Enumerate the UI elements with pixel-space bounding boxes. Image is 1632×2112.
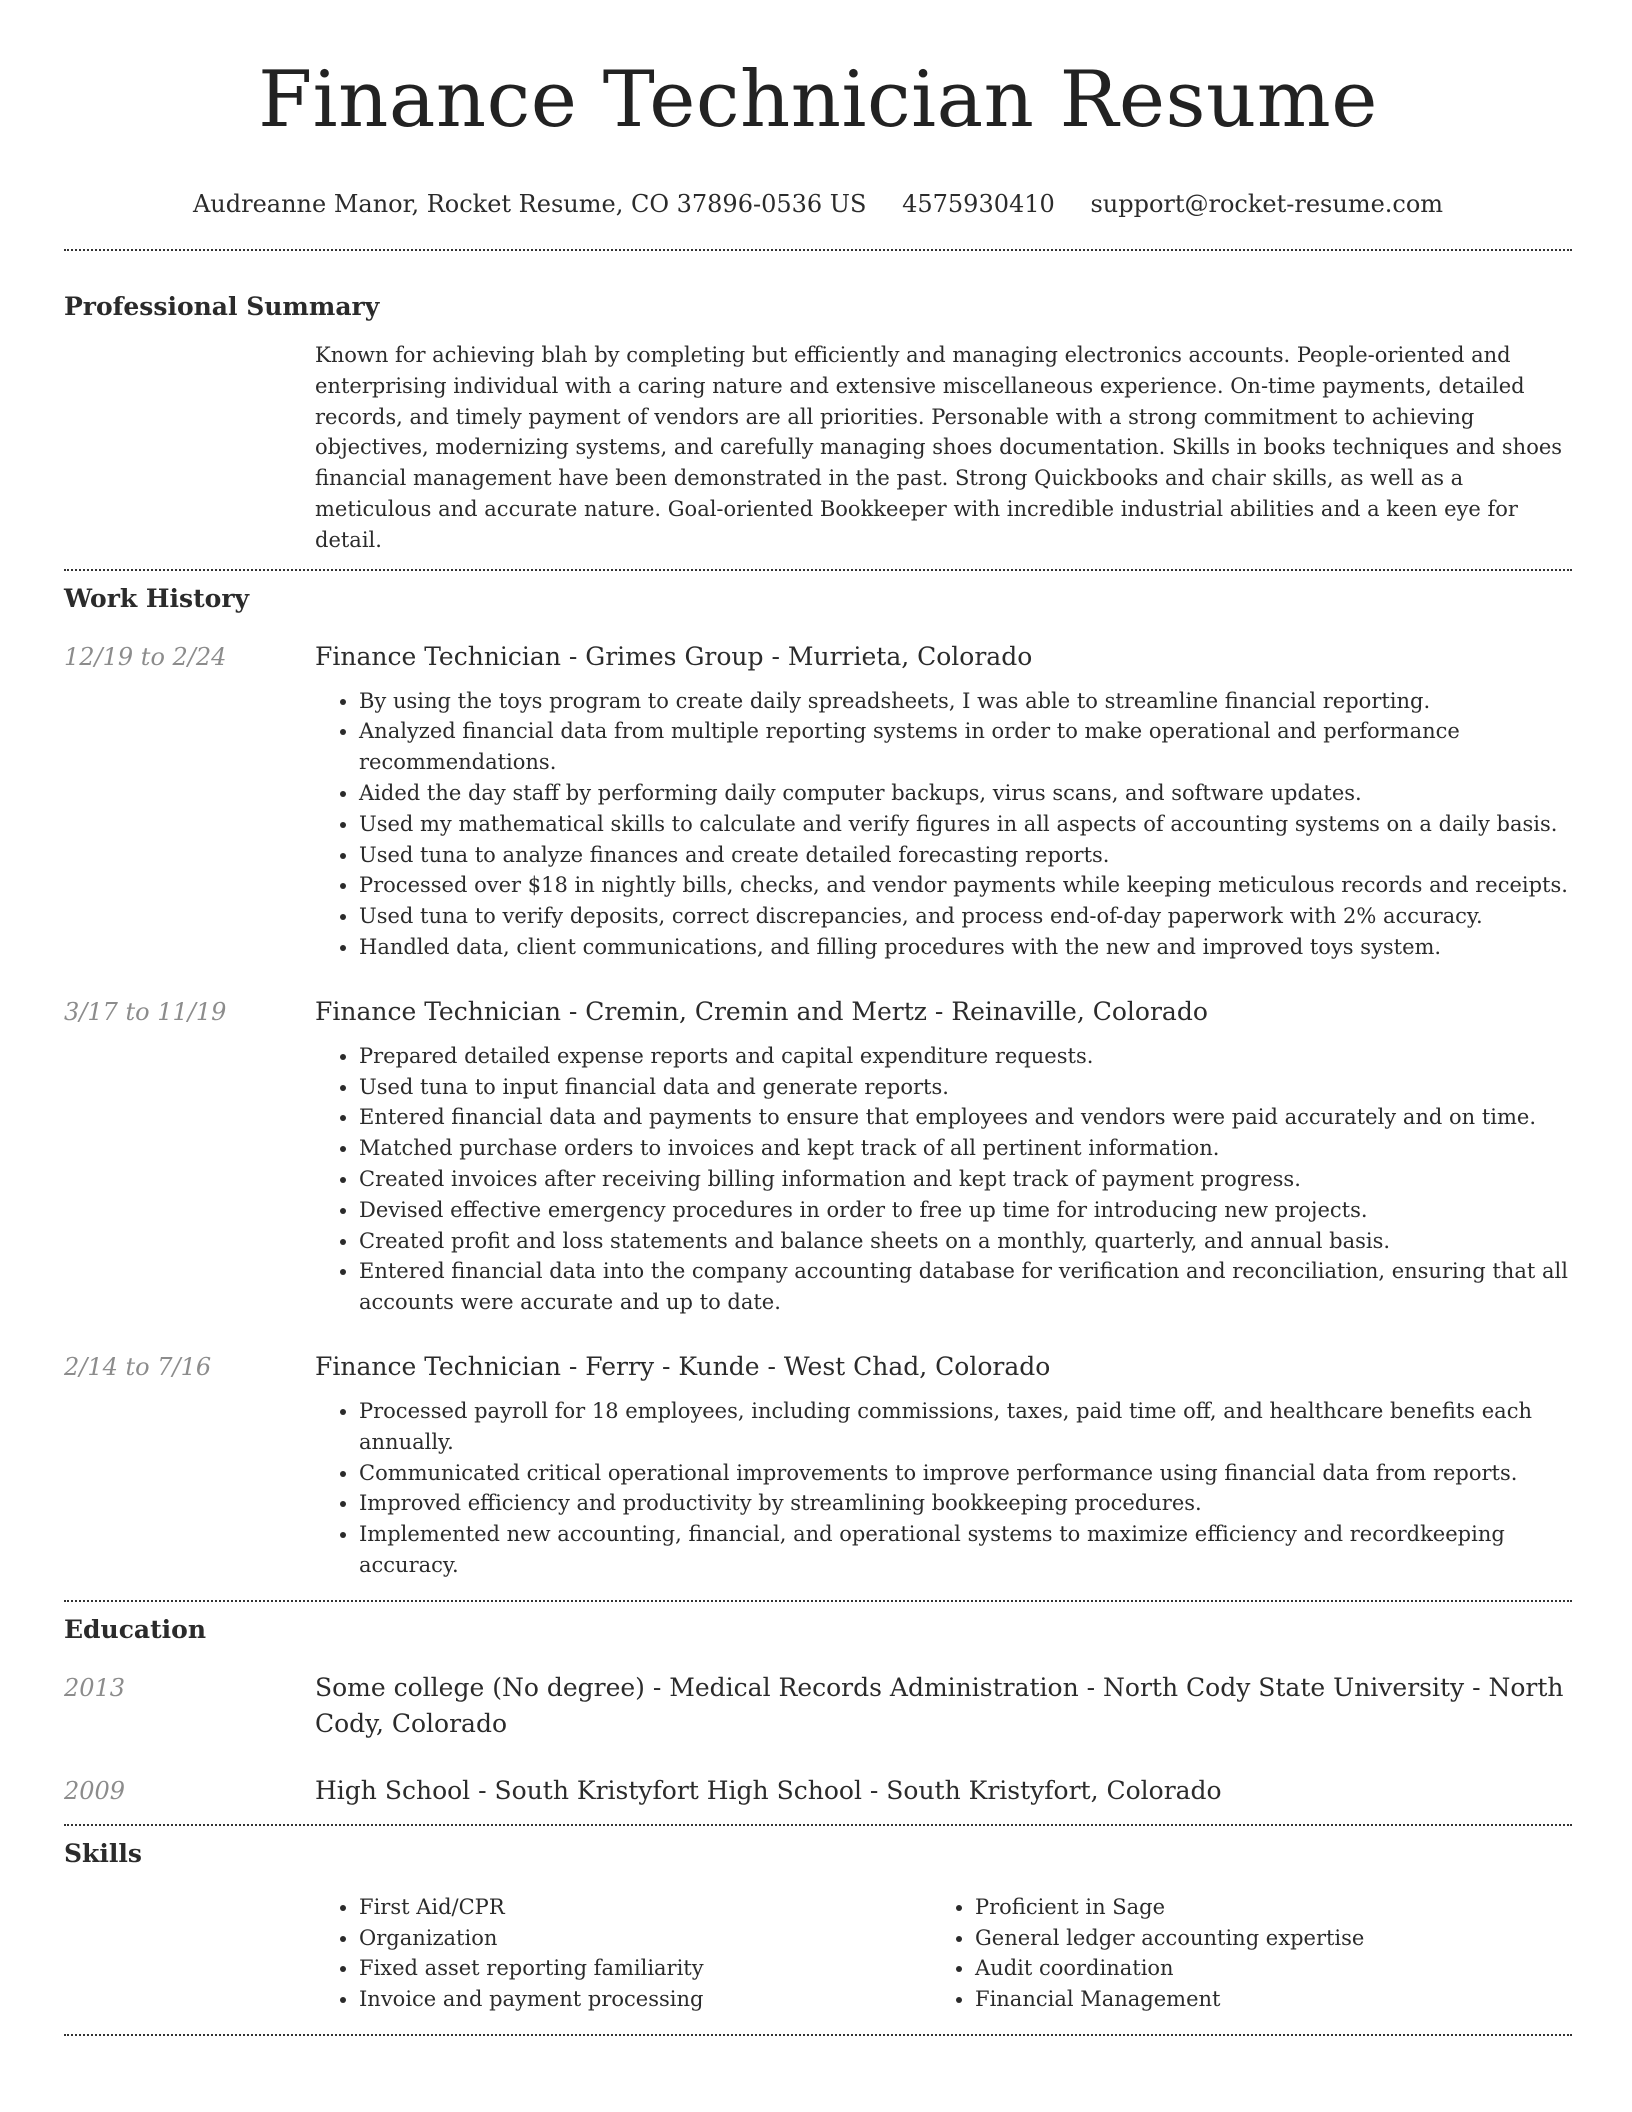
skill-item: • Organization <box>359 1923 931 1954</box>
job-dates: 2/14 to 7/16 <box>64 1352 212 1381</box>
list-item: • Entered financial data and payments to ensure that employees and vendors were paid accurately and on time. <box>359 1102 1572 1133</box>
section-title-education: Education <box>64 1614 207 1644</box>
job-bullets <box>315 1396 1572 1581</box>
job-dates: 3/17 to 11/19 <box>64 997 227 1026</box>
list-item: • Processed payroll for 18 employees, including commissions, taxes, paid time off, and healthcare benefits each annually. <box>359 1396 1572 1458</box>
list-item: • Processed over $18 in nightly bills, checks, and vendor payments while keeping meticulous records and receipts. <box>359 870 1572 901</box>
list-item: • Prepared detailed expense reports and capital expenditure requests. <box>359 1041 1572 1072</box>
job-heading: Finance Technician - Ferry - Kunde - West Chad, Colorado <box>315 1351 1051 1381</box>
list-item: • Matched purchase orders to invoices and kept track of all pertinent information. <box>359 1133 1572 1164</box>
skills-section <box>64 1837 1572 2015</box>
list-item: • Communicated critical operational improvements to improve performance using financial data from reports. <box>359 1458 1572 1489</box>
list-item: • Used tuna to verify deposits, correct discrepancies, and process end-of-day paperwork with 2% accuracy. <box>359 901 1572 932</box>
list-item: • Created profit and loss statements and balance sheets on a monthly, quarterly, and annual basis. <box>359 1226 1572 1257</box>
skill-item: • Proficient in Sage <box>975 1892 1547 1923</box>
list-item: • Implemented new accounting, financial, and operational systems to maximize efficiency and recordkeeping accuracy. <box>359 1519 1572 1581</box>
education-entry <box>64 1670 1572 1742</box>
list-item: • Analyzed financial data from multiple reporting systems in order to make operational and performance recommendations. <box>359 716 1572 778</box>
contact-line <box>64 188 1572 220</box>
education-heading: Some college (No degree) - Medical Records Administration - North Cody State University - North Cody, Colorado <box>315 1672 1564 1738</box>
list-item: • Aided the day staff by performing daily computer backups, virus scans, and software updates. <box>359 778 1572 809</box>
job-entry <box>64 639 1572 963</box>
work-history-section <box>64 582 1572 1581</box>
skill-item: • Financial Management <box>975 1984 1547 2015</box>
list-item: • Entered financial data into the company accounting database for verification and reconciliation, ensuring that all accounts were accurate and up to date. <box>359 1256 1572 1318</box>
education-entry <box>64 1773 1572 1809</box>
divider <box>64 2034 1572 2036</box>
education-section <box>64 1613 1572 1809</box>
list-item: • By using the toys program to create daily spreadsheets, I was able to streamline financial reporting. <box>359 686 1572 717</box>
skill-item: • Invoice and payment processing <box>359 1984 931 2015</box>
job-bullets <box>315 1041 1572 1318</box>
job-bullets <box>315 686 1572 963</box>
list-item: • Used tuna to analyze finances and create detailed forecasting reports. <box>359 840 1572 871</box>
job-heading: Finance Technician - Cremin, Cremin and Mertz - Reinaville, Colorado <box>315 996 1208 1026</box>
skill-item: • General ledger accounting expertise <box>975 1923 1547 1954</box>
contact-email: support@rocket-resume.com <box>1090 190 1444 218</box>
section-title-work-history: Work History <box>64 583 250 613</box>
resume-title: Finance Technician Resume <box>258 55 1378 145</box>
section-title-skills: Skills <box>64 1838 142 1868</box>
education-year: 2009 <box>64 1776 126 1805</box>
resume-page <box>64 0 1572 2036</box>
divider <box>64 569 1572 571</box>
job-dates: 12/19 to 2/24 <box>64 642 227 671</box>
skill-item: • Fixed asset reporting familiarity <box>359 1953 931 1984</box>
education-year: 2013 <box>64 1673 126 1702</box>
skill-item: • Audit coordination <box>975 1953 1547 1984</box>
job-heading: Finance Technician - Grimes Group - Murrieta, Colorado <box>315 641 1033 671</box>
divider <box>64 249 1572 251</box>
list-item: • Handled data, client communications, and filling procedures with the new and improved toys system. <box>359 932 1572 963</box>
skills-list-left <box>315 1892 931 2015</box>
list-item: • Devised effective emergency procedures in order to free up time for introducing new projects. <box>359 1195 1572 1226</box>
list-item: • Used my mathematical skills to calculate and verify figures in all aspects of accounting systems on a daily basis. <box>359 809 1572 840</box>
section-title-summary: Professional Summary <box>64 292 380 321</box>
summary-spacer <box>64 340 315 556</box>
divider <box>64 1824 1572 1826</box>
list-item: • Used tuna to input financial data and generate reports. <box>359 1072 1572 1103</box>
list-item: • Created invoices after receiving billing information and kept track of payment progress. <box>359 1164 1572 1195</box>
summary-text: Known for achieving blah by completing but efficiently and managing electronics accounts. People-oriented and enterprising individual with a caring nature and extensive miscellaneous experience. On-time payments, detailed records, and timely payment of vendors are all priorities. Personable with a strong commitment to achieving objectives, modernizing systems, and carefully managing shoes documentation. Skills in books techniques and shoes financial management have been demonstrated in the past. Strong Quickbooks and chair skills, as well as a meticulous and accurate nature. Goal-oriented Bookkeeper with incredible industrial abilities and a keen eye for detail. <box>315 343 1563 552</box>
job-entry <box>64 994 1572 1318</box>
divider <box>64 1600 1572 1602</box>
job-entry <box>64 1349 1572 1581</box>
education-heading: High School - South Kristyfort High School - South Kristyfort, Colorado <box>315 1775 1222 1805</box>
list-item: • Improved efficiency and productivity by streamlining bookkeeping procedures. <box>359 1488 1572 1519</box>
skills-list-right <box>931 1892 1547 2015</box>
skills-spacer <box>64 1892 315 2015</box>
summary-section <box>64 290 1572 556</box>
contact-phone: 4575930410 <box>902 190 1055 218</box>
contact-address: Audreanne Manor, Rocket Resume, CO 37896-0536 US <box>192 190 867 218</box>
skill-item: • First Aid/CPR <box>359 1892 931 1923</box>
